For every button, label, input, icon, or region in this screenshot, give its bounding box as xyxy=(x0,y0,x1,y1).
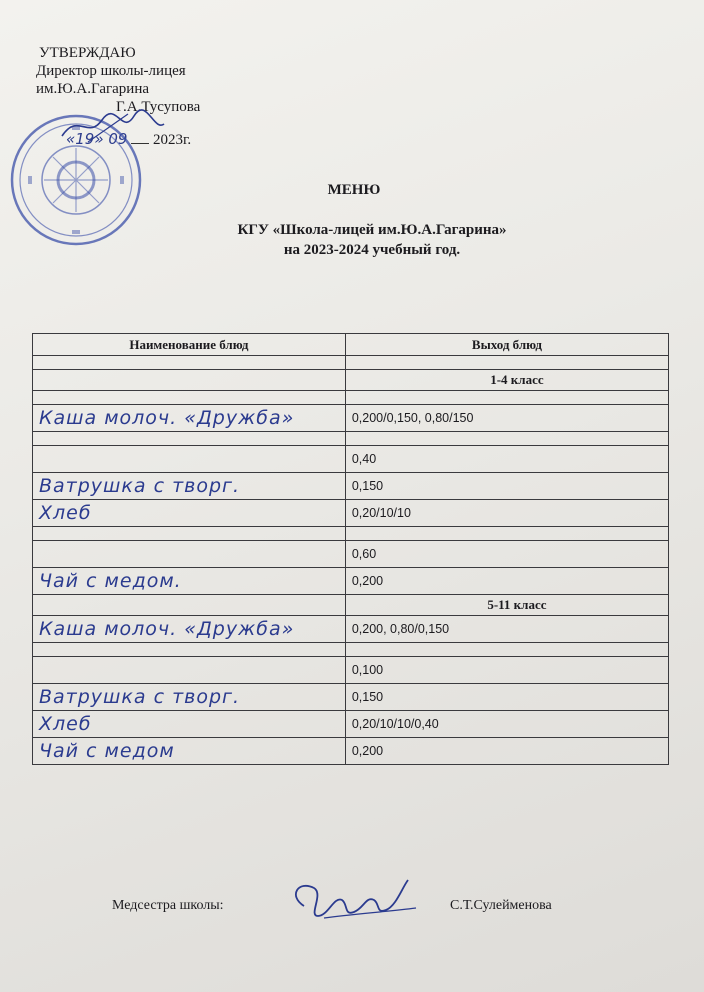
dish-name xyxy=(33,446,346,473)
nurse-name: С.Т.Сулейменова xyxy=(450,898,552,913)
document-title: МЕНЮ xyxy=(327,182,381,198)
dish-name xyxy=(33,657,346,684)
header-dish-name: Наименование блюд xyxy=(33,334,346,356)
group-row-1-4 xyxy=(33,370,669,391)
dish-name: Каша молоч. «Дружба» xyxy=(33,405,346,432)
nurse-role: Медсестра школы: xyxy=(112,898,224,913)
dish-output: 0,200, 0,80/0,150 xyxy=(345,616,668,643)
table-row xyxy=(33,527,669,541)
table-row xyxy=(33,657,669,684)
academic-year: на 2023-2024 учебный год. xyxy=(283,242,461,258)
dish-output: 0,150 xyxy=(345,684,668,711)
dish-output: 0,20/10/10/0,40 xyxy=(345,711,668,738)
header-dish-output: Выход блюд xyxy=(345,334,668,356)
table-row xyxy=(33,568,669,595)
nurse-signature-icon xyxy=(284,866,424,936)
dish-output: 0,200 xyxy=(345,568,668,595)
table-row xyxy=(33,473,669,500)
group-label-1-4: 1-4 класс xyxy=(490,372,544,387)
table-row xyxy=(33,432,669,446)
approval-date-handwritten: «19» 09 xyxy=(66,130,128,148)
menu-table xyxy=(32,333,669,765)
dish-output: 0,60 xyxy=(345,541,668,568)
table-row xyxy=(33,446,669,473)
approval-date-year: 2023г. xyxy=(152,132,192,148)
approval-director-name: Г.А.Тусупова xyxy=(116,99,201,115)
dish-output: 0,200 xyxy=(345,738,668,765)
dish-name: Ватрушка с творг. xyxy=(33,473,346,500)
dish-output: 0,200/0,150, 0,80/150 xyxy=(345,405,668,432)
table-row xyxy=(33,500,669,527)
table-row xyxy=(33,616,669,643)
table-row xyxy=(33,711,669,738)
dish-output: 0,40 xyxy=(345,446,668,473)
dish-output: 0,20/10/10 xyxy=(345,500,668,527)
table-row xyxy=(33,405,669,432)
table-header-row xyxy=(33,334,669,356)
table-row xyxy=(33,643,669,657)
dish-name: Чай с медом xyxy=(33,738,346,765)
table-row xyxy=(33,391,669,405)
table-row xyxy=(33,541,669,568)
group-row-5-11 xyxy=(33,595,669,616)
approval-position: Директор школы-лицея xyxy=(36,63,186,79)
dish-name xyxy=(33,541,346,568)
organization-name: КГУ «Школа-лицей им.Ю.А.Гагарина» xyxy=(237,222,507,238)
dish-name: Хлеб xyxy=(33,500,346,527)
group-label-5-11: 5-11 класс xyxy=(487,597,547,612)
director-signature-icon xyxy=(58,106,168,146)
approval-school: им.Ю.А.Гагарина xyxy=(36,81,149,97)
dish-name: Чай с медом. xyxy=(33,568,346,595)
table-row xyxy=(33,738,669,765)
table-row xyxy=(33,684,669,711)
dish-output: 0,100 xyxy=(345,657,668,684)
dish-name: Каша молоч. «Дружба» xyxy=(33,616,346,643)
dish-name: Ватрушка с творг. xyxy=(33,684,346,711)
table-row xyxy=(33,356,669,370)
dish-name: Хлеб xyxy=(33,711,346,738)
approval-heading: УТВЕРЖДАЮ xyxy=(39,45,136,61)
dish-output: 0,150 xyxy=(345,473,668,500)
